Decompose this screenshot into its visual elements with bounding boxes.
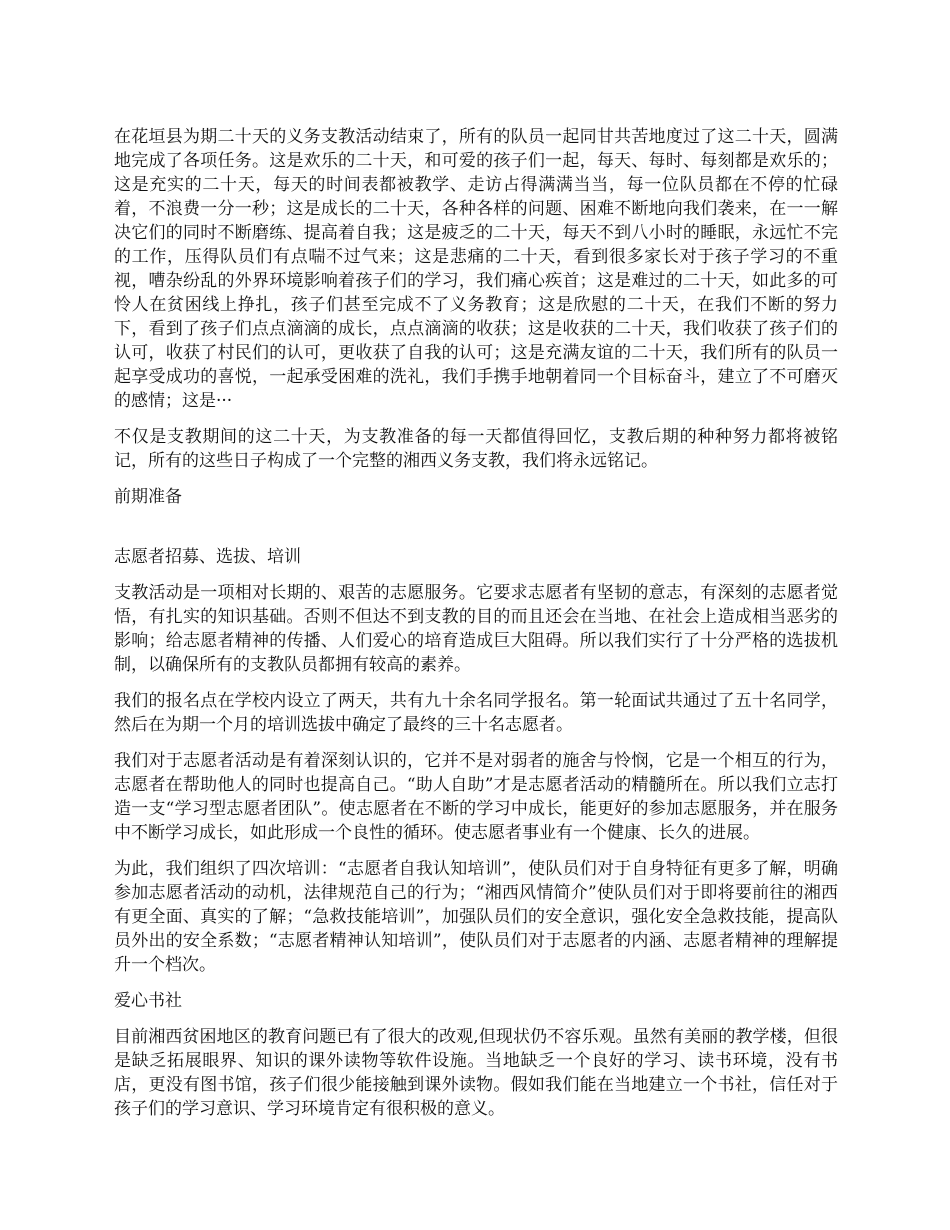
book-club-paragraph: 目前湘西贫困地区的教育问题已有了很大的改观,但现状仍不容乐观。虽然有美丽的教学楼，但很是缺乏拓展眼界、知识的课外读物等软件设施。当地缺乏一个良好的学习、读书环境，没有书店，更没有图书馆，孩子们很少能接触到课外读物。假如我们能在当地建立一个书社，信任对于孩子们的学习意识、学习环境肯定有很积极的意义。 <box>114 1027 838 1119</box>
intro-paragraph: 在花垣县为期二十天的义务支教活动结束了，所有的队员一起同甘共苦地度过了这二十天，圆满地完成了各项任务。这是欢乐的二十天，和可爱的孩子们一起，每天、每时、每刻都是欢乐的；这是充实的二十天，每天的时间表都被教学、走访占得满满当当，每一位队员都在不停的忙碌着，不浪费一分一秒；这是成长的二十天，各种各样的问题、困难不断地向我们袭来，在一一解决它们的同时不断磨练、提高着自我；这是疲乏的二十天，每天不到八小时的睡眠，永远忙不完的工作，压得队员们有点喘不过气来；这是悲痛的二十天，看到很多家长对于孩子学习的不重视，嘈杂纷乱的外界环境影响着孩子们的学习，我们痛心疾首；这是难过的二十天，如此多的可怜人在贫困线上挣扎，孩子们甚至完成不了义务教育；这是欣慰的二十天，在我们不断的努力下，看到了孩子们点点滴滴的成长，点点滴滴的收获；这是收获的二十天，我们收获了孩子们的认可，收获了村民们的认可，更收获了自我的认可；这是充满友谊的二十天，我们所有的队员一起享受成功的喜悦，一起承受困难的洗礼，我们手携手地朝着同一个目标奋斗，建立了不可磨灭的感情；这是··· <box>114 127 838 411</box>
subsection-heading-recruitment: 志愿者招募、选拔、培训 <box>114 547 301 567</box>
section-heading-book-club: 爱心书社 <box>114 991 182 1011</box>
training-paragraph: 为此，我们组织了四次培训：“志愿者自我认知培训”，使队员们对于自身特征有更多了解，明确参加志愿者活动的动机，法律规范自己的行为；“湘西风情简介”使队员们对于即将要前往的湘西有更全面、真实的了解；“急救技能培训”，加强队员们的安全意识，强化安全急救技能，提高队员外出的安全系数；“志愿者精神认知培训”，使队员们对于志愿者的内涵、志愿者精神的理解提升一个档次。 <box>114 859 838 975</box>
volunteer-philosophy-paragraph: 我们对于志愿者活动是有着深刻认识的，它并不是对弱者的施舍与怜悯，它是一个相互的行为，志愿者在帮助他人的同时也提高自己。“助人自助”才是志愿者活动的精髓所在。所以我们立志打造一支“学习型志愿者团队”。使志愿者在不断的学习中成长，能更好的参加志愿服务，并在服务中不断学习成长，如此形成一个良性的循环。使志愿者事业有一个健康、长久的进展。 <box>114 751 838 843</box>
section-heading-preparation: 前期准备 <box>114 487 182 507</box>
blank-spacer <box>114 521 838 545</box>
registration-paragraph: 我们的报名点在学校内设立了两天，共有九十余名同学报名。第一轮面试共通过了五十名同学，然后在为期一个月的培训选拔中确定了最终的三十名志愿者。 <box>114 691 838 735</box>
document-body <box>114 125 838 1133</box>
recruitment-paragraph: 支教活动是一项相对长期的、艰苦的志愿服务。它要求志愿者有坚韧的意志，有深刻的志愿者觉悟，有扎实的知识基础。否则不但达不到支教的目的而且还会在当地、在社会上造成相当恶劣的影响；给志愿者精神的传播、人们爱心的培育造成巨大阻碍。所以我们实行了十分严格的选拔机制，以确保所有的支教队员都拥有较高的素养。 <box>114 583 838 675</box>
memory-paragraph: 不仅是支教期间的这二十天，为支教准备的每一天都值得回忆，支教后期的种种努力都将被铭记，所有的这些日子构成了一个完整的湘西义务支教，我们将永远铭记。 <box>114 427 838 471</box>
